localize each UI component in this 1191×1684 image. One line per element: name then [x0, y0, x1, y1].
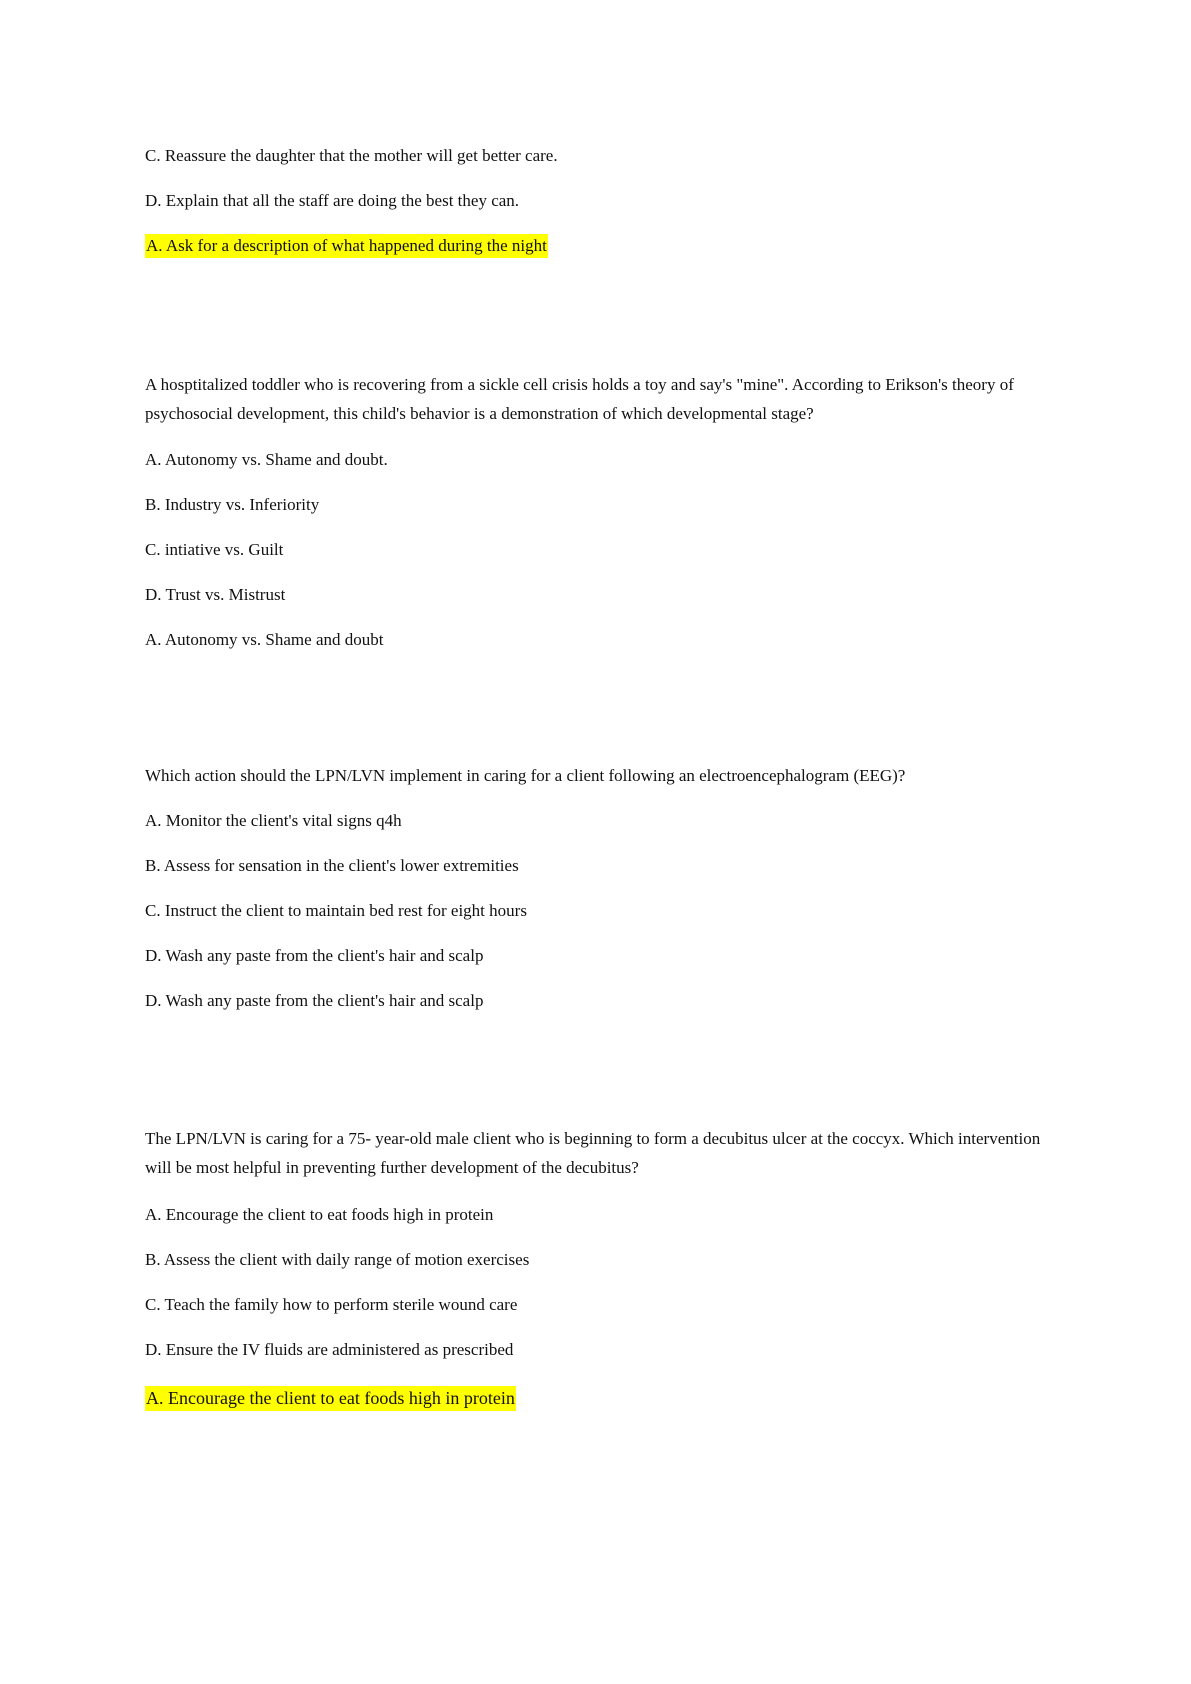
highlighted-answer: A. Ask for a description of what happened during the night [145, 234, 548, 258]
highlighted-answer: A. Encourage the client to eat foods high in protein [145, 1386, 516, 1411]
option-c-text: C. intiative vs. Guilt [145, 540, 284, 559]
option-b-text: B. Assess the client with daily range of motion exercises [145, 1250, 530, 1269]
option-c-text: C. Reassure the daughter that the mother will get better care. [145, 146, 558, 165]
question-text: A hosptitalized toddler who is recovering from a sickle cell crisis holds a toy and say's "mine". According to Erikson's theory of psychosocial development, this child's behavior is a demonstration of which developmental stage? [145, 375, 1014, 423]
option-c-text: C. Teach the family how to perform sterile wound care [145, 1295, 518, 1314]
option-d-text: D. Explain that all the staff are doing the best they can. [145, 191, 520, 210]
option-a-text: A. Encourage the client to eat foods high in protein [145, 1205, 494, 1224]
option-b-text: B. Industry vs. Inferiority [145, 495, 320, 514]
option-a-text: A. Autonomy vs. Shame and doubt. [145, 450, 388, 469]
option-b-text: B. Assess for sensation in the client's lower extremities [145, 856, 519, 875]
answer-text: A. Autonomy vs. Shame and doubt [145, 630, 384, 649]
option-a-text: A. Monitor the client's vital signs q4h [145, 811, 402, 830]
answer-line [145, 235, 548, 257]
answer-text: D. Wash any paste from the client's hair and scalp [145, 991, 484, 1010]
option-d-text: D. Ensure the IV fluids are administered as prescribed [145, 1340, 514, 1359]
option-d-text: D. Wash any paste from the client's hair and scalp [145, 946, 484, 965]
option-d-text: D. Trust vs. Mistrust [145, 585, 286, 604]
option-c-text: C. Instruct the client to maintain bed rest for eight hours [145, 901, 527, 920]
answer-line [145, 1387, 516, 1410]
question-text: Which action should the LPN/LVN implement in caring for a client following an electroencephalogram (EEG)? [145, 766, 906, 785]
question-text: The LPN/LVN is caring for a 75- year-old male client who is beginning to form a decubitus ulcer at the coccyx. Which intervention will be most helpful in preventing further development of the decubitus? [145, 1129, 1041, 1177]
